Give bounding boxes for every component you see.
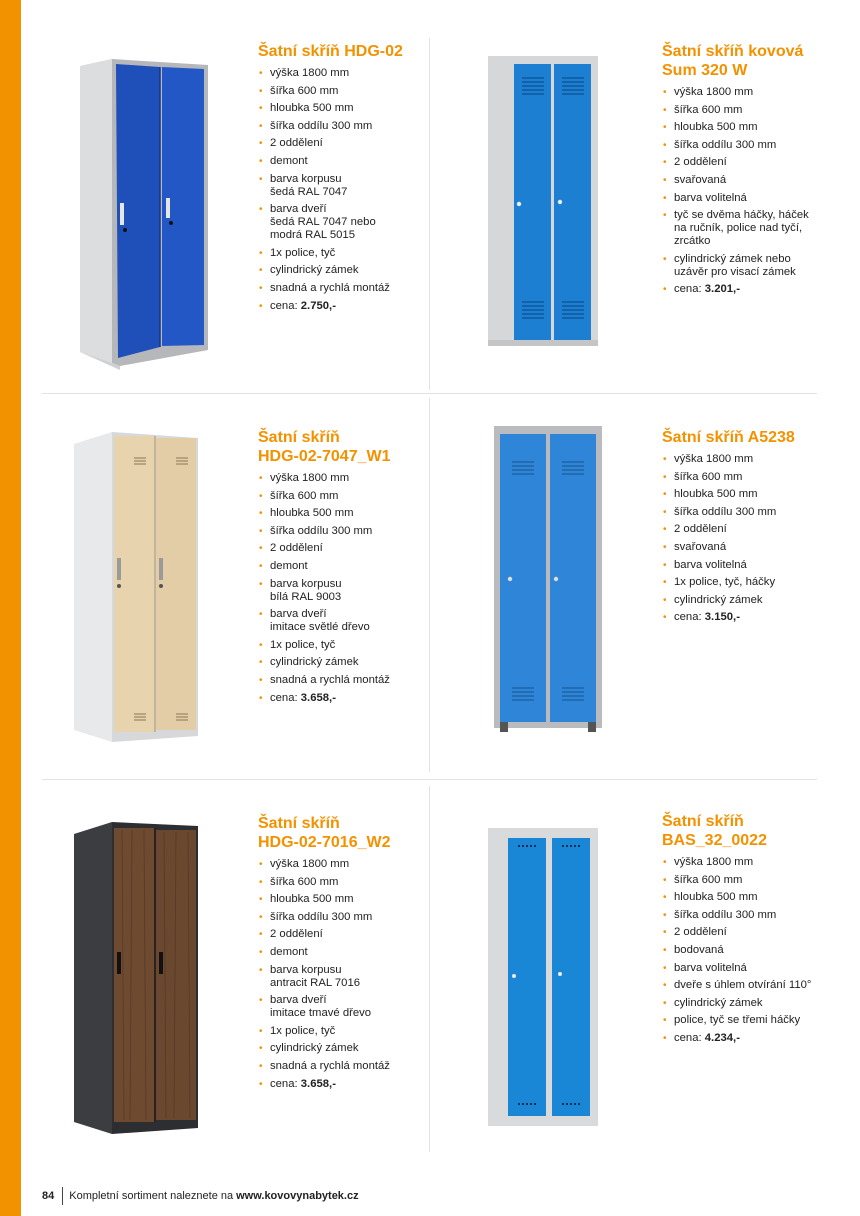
spec-item: • 1x police, tyč — [258, 1025, 418, 1038]
spec-item: • barva dveří šedá RAL 7047 nebo modrá RAL 5015 — [258, 203, 418, 242]
locker-hdg-02-7047-w1-image — [72, 430, 202, 744]
page-number: 84 — [42, 1190, 55, 1202]
price-item — [258, 692, 418, 705]
price-value: 3.658,- — [297, 1077, 336, 1090]
spec-item: • šířka oddílu 300 mm — [258, 120, 418, 133]
spec-item: • šířka oddílu 300 mm — [258, 525, 418, 538]
price-item — [662, 611, 822, 624]
price-item — [258, 300, 418, 313]
product-title: Šatní skříň BAS_32_0022 — [662, 813, 767, 849]
footer-separator — [62, 1187, 63, 1205]
spec-item: • cylindrický zámek — [662, 594, 822, 607]
spec-item: • hloubka 500 mm — [662, 488, 822, 501]
product-hdg-02 — [258, 42, 418, 317]
spec-item: • snadná a rychlá montáž — [258, 1060, 418, 1073]
row-divider — [42, 779, 817, 780]
spec-item: • výška 1800 mm — [258, 858, 418, 871]
locker-sum-320-w-image — [486, 54, 600, 348]
spec-item: • police, tyč se třemi háčky — [662, 1014, 822, 1027]
spec-item: • svařovaná — [662, 174, 822, 187]
spec-item: • výška 1800 mm — [258, 472, 418, 485]
spec-item: • výška 1800 mm — [258, 67, 418, 80]
spec-item: • hloubka 500 mm — [258, 507, 418, 520]
spec-list — [258, 472, 418, 705]
product-hdg-02-7047-w1 — [258, 428, 418, 709]
spec-item: • 2 oddělení — [258, 928, 418, 941]
spec-item: • šířka 600 mm — [662, 104, 822, 117]
spec-item: • šířka 600 mm — [258, 490, 418, 503]
price-value: 4.234,- — [701, 1031, 740, 1044]
price-label: cena: — [270, 299, 298, 312]
spec-item: • hloubka 500 mm — [662, 121, 822, 134]
spec-item: • barva volitelná — [662, 559, 822, 572]
spec-item: • šířka 600 mm — [258, 85, 418, 98]
product-title: Šatní skříň A5238 — [662, 429, 795, 446]
spec-item: • výška 1800 mm — [662, 86, 822, 99]
column-divider — [429, 398, 430, 772]
spec-item: • šířka 600 mm — [662, 874, 822, 887]
price-label: cena: — [674, 283, 702, 296]
website-link[interactable]: www.kovovynabytek.cz — [236, 1190, 359, 1202]
spec-item: • 2 oddělení — [258, 542, 418, 555]
product-sum-320-w — [662, 42, 822, 301]
spec-item: • hloubka 500 mm — [662, 891, 822, 904]
spec-item: • bodovaná — [662, 944, 822, 957]
price-label: cena: — [270, 691, 298, 704]
spec-item: • hloubka 500 mm — [258, 102, 418, 115]
spec-item: • cylindrický zámek — [258, 656, 418, 669]
spec-item: • cylindrický zámek — [258, 1042, 418, 1055]
spec-item: • 2 oddělení — [662, 523, 822, 536]
spec-list — [662, 86, 822, 296]
spec-item: • demont — [258, 560, 418, 573]
spec-item: • cylindrický zámek — [258, 264, 418, 277]
locker-bas-32-0022-image — [486, 826, 600, 1132]
spec-item: • 1x police, tyč — [258, 247, 418, 260]
spec-item: • dveře s úhlem otvírání 110° — [662, 979, 822, 992]
spec-item: • šířka oddílu 300 mm — [258, 911, 418, 924]
orange-side-bar — [0, 0, 21, 1216]
column-divider — [429, 786, 430, 1152]
spec-item: • šířka oddílu 300 mm — [662, 139, 822, 152]
spec-item: • cylindrický zámek — [662, 997, 822, 1010]
price-item — [258, 1078, 418, 1091]
spec-item: • 2 oddělení — [662, 926, 822, 939]
price-value: 3.658,- — [297, 691, 336, 704]
spec-item: • výška 1800 mm — [662, 453, 822, 466]
price-label: cena: — [674, 1031, 702, 1044]
spec-list — [258, 67, 418, 313]
spec-item: • barva korpusu antracit RAL 7016 — [258, 964, 418, 990]
spec-item: • cylindrický zámek nebo uzávěr pro visací zámek — [662, 253, 822, 279]
spec-item: • 1x police, tyč, háčky — [662, 576, 822, 589]
spec-item: • svařovaná — [662, 541, 822, 554]
product-hdg-02-7016-w2 — [258, 814, 418, 1095]
spec-item: • šířka oddílu 300 mm — [662, 506, 822, 519]
locker-hdg-02-7016-w2-image — [72, 820, 202, 1136]
spec-item: • barva dveří imitace tmavé dřevo — [258, 994, 418, 1020]
spec-item: • demont — [258, 155, 418, 168]
spec-item: • barva korpusu šedá RAL 7047 — [258, 173, 418, 199]
spec-item: • hloubka 500 mm — [258, 893, 418, 906]
spec-list — [258, 858, 418, 1091]
spec-item: • šířka oddílu 300 mm — [662, 909, 822, 922]
spec-item: • šířka 600 mm — [258, 876, 418, 889]
price-value: 2.750,- — [297, 299, 336, 312]
price-label: cena: — [270, 1077, 298, 1090]
product-title: Šatní skříň kovová Sum 320 W — [662, 43, 804, 79]
spec-item: • demont — [258, 946, 418, 959]
product-title: Šatní skříň HDG-02-7016_W2 — [258, 815, 391, 851]
product-title: Šatní skříň HDG-02-7047_W1 — [258, 429, 391, 465]
column-divider — [429, 38, 430, 390]
product-title: Šatní skříň HDG-02 — [258, 43, 403, 60]
spec-item: • tyč se dvěma háčky, háček na ručník, police nad tyčí, zrcátko — [662, 209, 822, 248]
price-label: cena: — [674, 611, 702, 624]
spec-item: • 2 oddělení — [662, 156, 822, 169]
spec-item: • 2 oddělení — [258, 137, 418, 150]
price-item — [662, 1032, 822, 1045]
product-bas-32-0022 — [662, 812, 822, 1050]
product-a5238 — [662, 428, 822, 629]
row-divider — [42, 393, 817, 394]
spec-item: • barva volitelná — [662, 962, 822, 975]
spec-item: • výška 1800 mm — [662, 856, 822, 869]
spec-item: • barva dveří imitace světlé dřevo — [258, 608, 418, 634]
spec-item: • barva volitelná — [662, 192, 822, 205]
locker-hdg-02-image — [72, 58, 212, 370]
spec-list — [662, 453, 822, 624]
price-value: 3.201,- — [701, 283, 740, 296]
spec-item: • snadná a rychlá montáž — [258, 674, 418, 687]
footer-text: Kompletní sortiment naleznete na — [69, 1190, 234, 1202]
spec-item: • barva korpusu bílá RAL 9003 — [258, 578, 418, 604]
spec-list — [662, 856, 822, 1045]
price-item — [662, 283, 822, 296]
spec-item: • 1x police, tyč — [258, 639, 418, 652]
spec-item: • snadná a rychlá montáž — [258, 282, 418, 295]
page-footer — [42, 1187, 359, 1205]
spec-item: • šířka 600 mm — [662, 471, 822, 484]
locker-a5238-image — [492, 424, 604, 734]
price-value: 3.150,- — [701, 611, 740, 624]
